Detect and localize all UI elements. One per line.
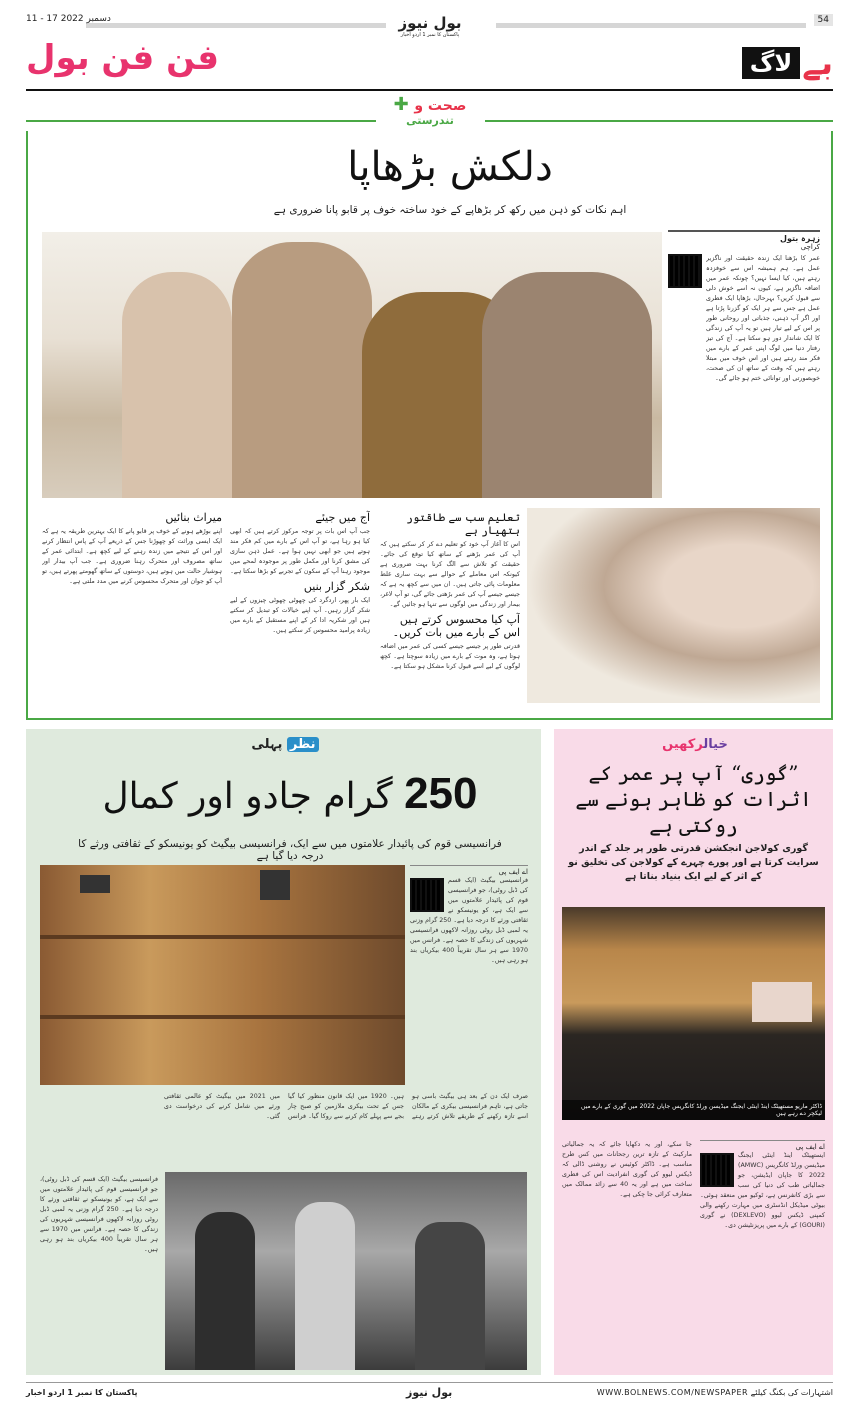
health-section-tag: ✚ صحت و تندرستی <box>393 94 467 127</box>
gori-headline: ”گوری“ آپ پر عمر کے اثرات کو ظاہر ہونے سے روکتی ہے <box>575 761 812 837</box>
footer-masthead: بول نیوز <box>406 1386 453 1399</box>
qr-code <box>700 1153 734 1187</box>
bread-subheadline: فرانسیسی قوم کی پائیدار علامتوں میں سے ایک، فرانسیسی بیگیٹ کو یونیسکو کے ثقافتی ورثے کا درجہ دیا گیا ہے <box>78 838 502 862</box>
conference-photo <box>562 907 825 1120</box>
location: کراچی <box>800 243 820 251</box>
footer-tagline: پاکستان کا نمبر 1 اردو اخبار <box>26 1388 138 1397</box>
article-column-2: آج میں جیئے جب آپ اس بات پر توجہ مرکوز کرتے ہیں کہ ابھی کیا ہو رہا ہے، تو آپ اس کے بارے میں کم فکر مند ہوتے ہیں جو ابھی نہیں ہوا ہے۔ عمل ذہن سازی کی مشق کرنا اور مکمل طور پر موجودہ لمحے میں موجود رہنا آپ کے سکون کے تجربے کو بڑھا سکتا ہے۔ شکر گزار بنیں ایک بار پھر، اردگرد کی چھوٹی چھوٹی چیزوں کے لیے شکر گزار رہیں۔ آپ اپنے خیالات کو تبدیل کر سکتے ہیں اور شکریہ ادا کر کے اپنے مستقبل کے بارے میں زیادہ پرامید محسوس کر سکتے ہیں۔ <box>230 511 370 634</box>
header-rule <box>26 89 833 91</box>
pehli-nazar-tag: نظر پہلی <box>230 737 340 752</box>
seniors-photo <box>42 232 662 498</box>
gori-subheadline: گوری کولاجن انجکشن قدرتی طور پر جلد کے اندر سرایت کرتا ہے اور پورے چہرے کے کولاجن کی تخلیق نو کے اثر کے لیے ایک بنیاد بناتا ہے <box>568 843 819 882</box>
gori-heading-block <box>562 760 825 904</box>
fun-fun-bol-logo: فن فن بول <box>26 38 219 78</box>
article-column-1: تعلیم سب سے طاقتور ہتھیار ہے اس کا آغاز آپ خود کو تعلیم دے کر کر سکتے ہیں کہ آپ کی عمر بڑھنے کے ساتھ کیا توقع کی جائے۔ حقیقت کو تلاش سے الگ کرنا بہت ضروری ہے کیونکہ اس معاملے کے حوالے سے بہت ساری غلط معلومات پائی جاتی ہیں۔ ان میں سے کچھ یہ ہے کہ جیسے جیسے آپ کی عمر بڑھتی جائے گی، تو آپ لاغر، بیمار اور زندگی میں لوگوں سے تنہا ہو جائیں گے۔ آپ کیا محسوس کرتے ہیں اس کے بارے میں بات کریں۔ قدرتی طور پر جیسے جیسے کسی کی عمر میں اضافہ ہوتا ہے، وہ موت کے بارے میں زیادہ سوچتا ہے۔ کچھ لوگوں کے لیے اسے قبول کرنا مشکل ہو سکتا ہے۔ <box>380 511 520 670</box>
bread-body-column-4: فرانسیسی بیگیٹ (ایک قسم کی ڈبل روٹی)، جو فرانسیسی قوم کی پائیدار علامتوں میں سے ایک ہے، کو یونیسکو نے ثقافتی ورثے کا درجہ دیا ہے۔ 250 گرام وزنی یہ لمبی ڈبل روٹی روزانہ لاکھوں فرانسیسی شہریوں کی زندگی کا حصہ ہے۔ فرانس میں 1970 سے ہر سال تقریباً 400 بیکریاں بند ہو رہی ہیں۔ <box>40 1176 158 1253</box>
elderly-woman-photo <box>527 508 820 703</box>
bakery-photo <box>40 865 405 1085</box>
cross-icon: ✚ <box>393 94 409 115</box>
qr-code <box>410 878 444 912</box>
be-laag-logo: بے لاگ <box>742 44 833 82</box>
headline: دلکش بڑھاپا <box>347 144 553 190</box>
subheadline: اہم نکات کو ذہن میں رکھ کر بڑھاپے کے خود ساختہ خوف پر قابو پانا ضروری ہے <box>273 204 627 216</box>
qr-code <box>668 254 702 288</box>
gori-column-2: جا سکے، اور یہ دکھایا جائے کہ یہ جمالیاتی مارکیٹ کے تازہ ترین رجحانات میں کس طرح مناسب ہے۔ ڈاکٹر کوئیس نے روشنی ڈالی کہ ڈیکس لیوو کی گوری انفرادیت اس کی فطری ساخت میں ہے اور یہ 40 سے زائد ممالک میں متعارف کرائی جا چکی ہے۔ <box>562 1141 692 1198</box>
footer-booking: اشتہارات کی بکنگ کیلئے WWW.BOLNEWS.COM/NEWSPAPER <box>596 1388 833 1397</box>
website-link[interactable]: WWW.BOLNEWS.COM/NEWSPAPER <box>596 1388 749 1397</box>
issue-date: 11 - 17 دسمبر 2022 <box>26 14 111 24</box>
photo-caption: ڈاکٹر ماریو مستھیٹک اینڈ اینٹی ایجنگ میڈیسن ورلڈ کانگریس جاپان 2022 میں گوری کے بارے میں لیکچر دے رہے ہیں <box>562 1100 825 1120</box>
historic-bakery-photo <box>165 1172 527 1370</box>
article-column-3: میراث بنائیں اپنے بوڑھے ہونے کے خوف پر قابو پانے کا ایک بہترین طریقہ یہ ہے کہ ایک ایسی وراثت کو چھوڑنا جس کے ذریعے آپ کے پاس انتظار کرنے اور اس کے نتیجے میں زندہ رہنے کے لیے کچھ ہے۔ ابتدائی عمر کے ساتھ مصروف اور متحرک رہنا ضروری ہے۔ جب آپ بیدار اور ہوشیار حالت میں ہوتے ہیں، دوستوں کے ساتھ گھومتے پھرتے ہیں، تو آپ کو جوان اور متحرک محسوس کرنے میں مدد ملتی ہے۔ <box>42 511 222 585</box>
gori-column-1: اے ایف پی ایستھیٹک اینڈ اینٹی ایجنگ میڈیسن ورلڈ کانگریس (AMWC) 2022 کا جاپان ایڈیشن، جو جمالیاتی طب کی دنیا کی سب سے بڑی کانفرنس ہے، ٹوکیو میں منعقد ہوئی۔ بیوٹی میڈیکل انڈسٹری میں مہارت رکھنے والی کمپنی ڈیکس لیوو (DEXLEVO) نے گوری (GOURI) کے بارے میں پریزنٹیشن دی۔ <box>700 1140 825 1372</box>
page-number: 54 <box>814 14 833 26</box>
khayal-rakhein-tag: خیالرکھیں <box>662 737 728 752</box>
masthead-logo: بول نیوز پاکستان کا نمبر 1 اردو اخبار <box>398 14 462 38</box>
bread-body-columns: صرف ایک دن کے بعد ہی بیگیٹ باسی ہو جاتی ہے، تاہم فرانسیسی بیکری کے مالکان اسے تازہ رکھنے کے طریقے تلاش کرتے رہتے ہیں۔ 1920 میں ایک قانون منظور کیا گیا جس کے تحت بیکری ملازمین کو صبح چار بجے سے پہلے کام کرنے سے روکا گیا۔ فرانس میں 2021 میں بیگیٹ کو عالمی ثقافتی ورثے میں شامل کرنے کی درخواست دی گئی۔ <box>164 1093 528 1120</box>
bread-headline: 250 گرام جادو اور کمال <box>102 769 478 818</box>
byline: زہرہ بتول <box>668 230 820 243</box>
intro-column: زہرہ بتول کراچی عمر کا بڑھنا ایک زندہ حقیقت اور ناگزیر عمل ہے۔ ہم ہمیشہ اس سے خوفزدہ رہتے ہیں، کیا ایسا نہیں؟ چونکہ عمر میں اضافہ ناگزیر ہے، کیوں نہ اسے خوش دلی سے قبول کریں؟ بہرحال، بڑھاپا ایک فطری عمل ہے جس سے ہر ایک کو گزرنا پڑتا ہے اور اگر آپ ذہنی، جذباتی اور روحانی طور پر اس کے لیے تیار ہیں تو یہ آپ کی زندگی کا ایک شاندار دور ہو سکتا ہے۔ آج کی تیز رفتار دنیا میں لوگ اپنی عمر کے بارے میں فکر مند رہتے ہیں اور اس خوف میں مبتلا رہتے ہیں کہ وقت کے ساتھ ان کی صحت، خوبصورتی اور توانائی ختم ہو جائے گی۔ <box>668 230 820 484</box>
footer <box>26 1382 833 1402</box>
bread-intro-column: اے ایف پی فرانسیسی بیگیٹ (ایک قسم کی ڈبل روٹی)، جو فرانسیسی قوم کی پائیدار علامتوں میں سے ایک ہے، کو یونیسکو نے ثقافتی ورثے کا درجہ دیا ہے۔ 250 گرام وزنی یہ لمبی ڈبل روٹی روزانہ لاکھوں فرانسیسی شہریوں کی زندگی کا حصہ ہے۔ فرانس میں 1970 سے ہر سال تقریباً 400 بیکریاں بند ہو رہی ہیں۔ <box>410 865 528 1085</box>
